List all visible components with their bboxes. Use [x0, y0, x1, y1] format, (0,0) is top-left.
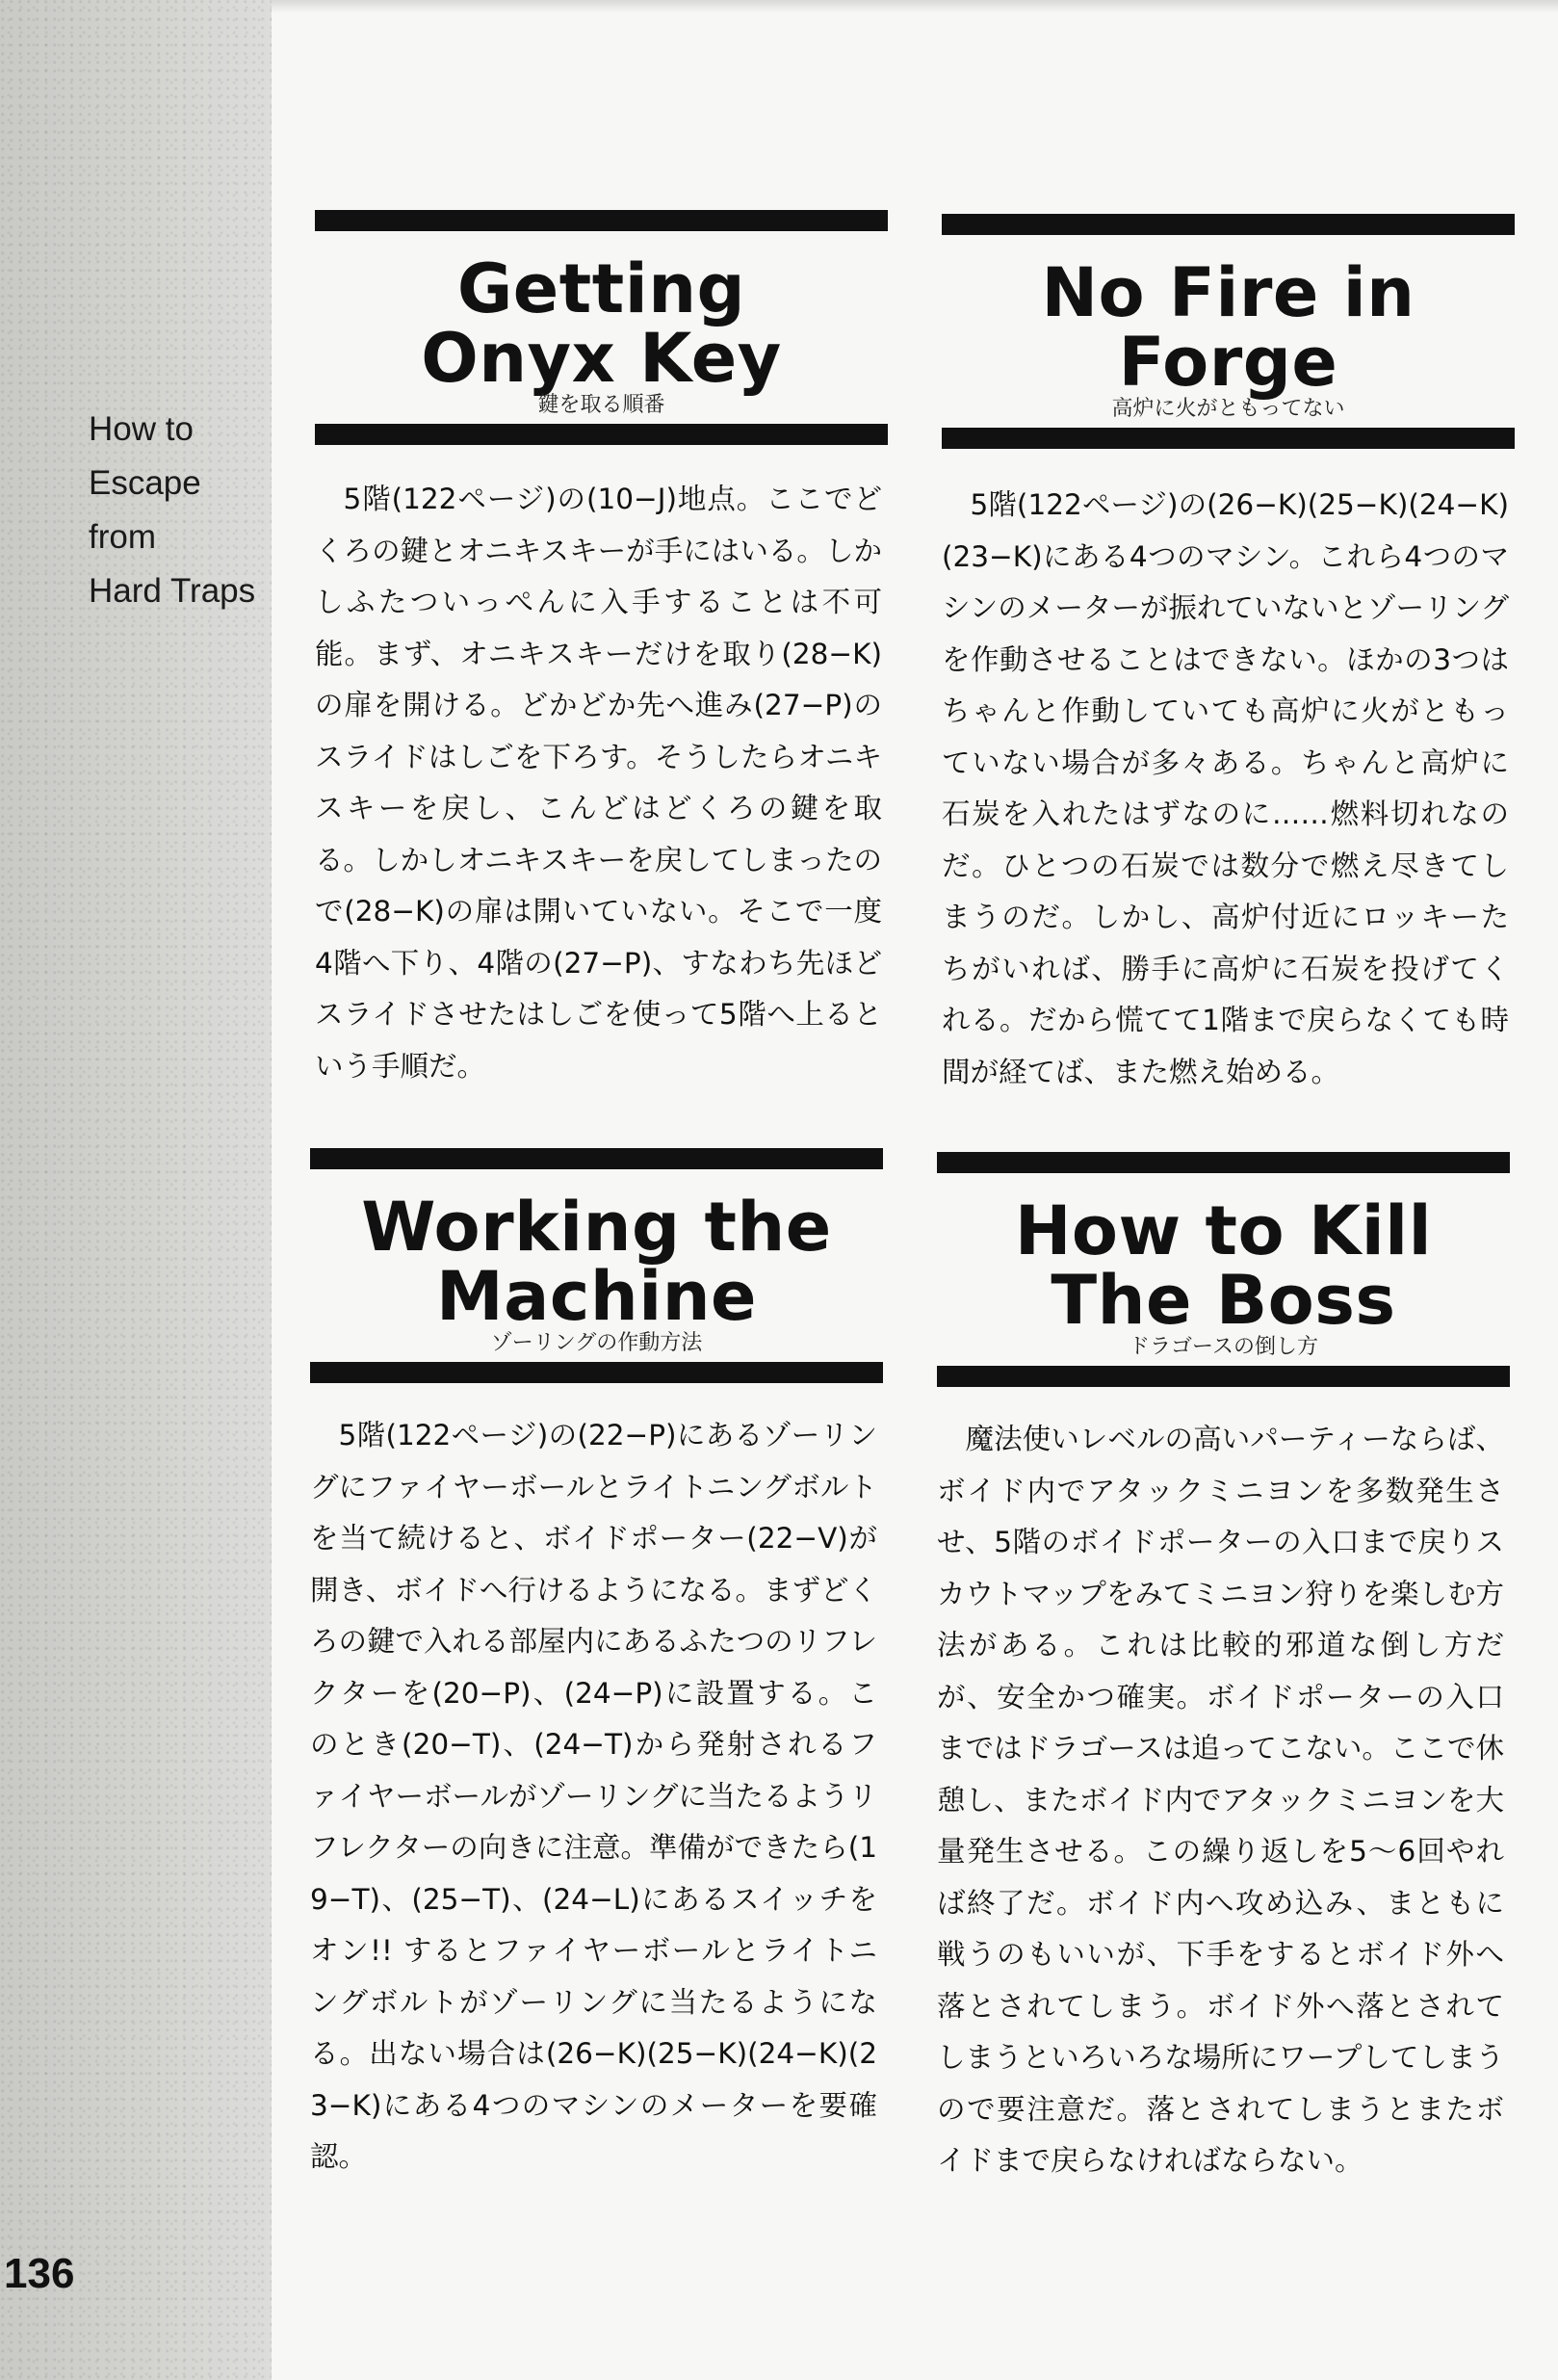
page-number: 136 — [4, 2250, 75, 2297]
bottom-rule — [310, 1362, 883, 1383]
section-body: 5階(122ページ)の(10−J)地点。ここでどくろの鍵とオニキスキーが手にはいる。しかしふたついっぺんに入手することは不可能。まず、オニキスキーだけを取り(28−K)の扉を開ける。どかどか先へ進み(27−P)のスライドはしごを下ろす。そうしたらオニキスキーを戻し、こんどはどくろの鍵を取る。しかしオニキスキーを戻してしまったので(28−K)の扉は開いていない。そこで一度4階へ下り、4階の(27−P)、すなわち先ほどスライドさせたはしごを使って5階へ上るという手順だ。 — [315, 483, 882, 1083]
bottom-rule — [315, 424, 888, 445]
section-how-to-kill-the-boss — [937, 1152, 1510, 2187]
chapter-label-line: Hard Traps — [89, 572, 256, 610]
chapter-label-line: Escape — [89, 464, 201, 502]
chapter-label-line: from — [89, 518, 156, 556]
section-subtitle: ドラゴースの倒し方 — [1129, 1335, 1318, 1359]
section-subtitle: 高炉に火がともってない — [1111, 397, 1345, 421]
section-no-fire-in-forge — [942, 214, 1515, 1098]
section-working-the-machine — [310, 1148, 883, 2184]
section-subtitle: ゾーリングの作動方法 — [490, 1331, 703, 1355]
top-rule — [310, 1148, 883, 1169]
sidebar-strip — [0, 0, 272, 2380]
top-rule — [937, 1152, 1510, 1173]
section-title: Getting Onyx Key — [421, 249, 782, 398]
section-body: 5階(122ページ)の(26−K)(25−K)(24−K)(23−K)にある4つのマシン。これら4つのマシンのメーターが振れていないとゾーリングを作動させることはできない。ほかの3つはちゃんと作動していても高炉に火がともっていない場合が多々ある。ちゃんと高炉に石炭を入れたはずなのに……燃料切れなのだ。ひとつの石炭では数分で燃え尽きてしまうのだ。しかし、高炉付近にロッキーたちがいれば、勝手に高炉に石炭を投げてくれる。だから慌てて1階まで戻らなくても時間が経てば、また燃え始める。 — [942, 488, 1509, 1088]
top-rule — [315, 210, 888, 231]
chapter-label — [89, 403, 272, 618]
bottom-rule — [942, 428, 1515, 449]
chapter-label-line: How to — [89, 410, 194, 448]
scan-edge — [272, 0, 1558, 13]
section-title: How to Kill The Boss — [1014, 1191, 1433, 1340]
section-getting-onyx-key — [315, 210, 888, 1092]
section-body: 5階(122ページ)の(22−P)にあるゾーリングにファイヤーボールとライトニングボルトを当て続けると、ボイドポーター(22−V)が開き、ボイドへ行けるようになる。まずどくろの鍵で入れる部屋内にあるふたつのリフレクターを(20−P)、(24−P)に設置する。このとき(20−T)、(24−T)から発射されるファイヤーボールがゾーリングに当たるようリフレクターの向きに注意。準備ができたら(19−T)、(25−T)、(24−L)にあるスイッチをオン!! するとファイヤーボールとライトニングボルトがゾーリングに当たるようになる。出ない場合は(26−K)(25−K)(24−K)(23−K)にある4つのマシンのメーターを要確認。 — [310, 1419, 877, 2173]
section-title: Working the Machine — [361, 1188, 832, 1336]
top-rule — [942, 214, 1515, 235]
section-title: No Fire in Forge — [1041, 253, 1415, 402]
section-body: 魔法使いレベルの高いパーティーならば、ボイド内でアタックミニヨンを多数発生させ、5階のボイドポーターの入口まで戻りスカウトマップをみてミニヨン狩りを楽しむ方法がある。これは比較的邪道な倒し方だが、安全かつ確実。ボイドポーターの入口まではドラゴースは追ってこない。ここで休憩し、またボイド内でアタックミニヨンを大量発生させる。この繰り返しを5〜6回やれば終了だ。ボイド内へ攻め込み、まともに戦うのもいいが、下手をするとボイド外へ落とされてしまう。ボイド外へ落とされてしまうといろいろな場所にワープしてしまうので要注意だ。落とされてしまうとまたボイドまで戻らなければならない。 — [937, 1423, 1504, 2177]
section-subtitle: 鍵を取る順番 — [537, 393, 665, 417]
bottom-rule — [937, 1366, 1510, 1387]
